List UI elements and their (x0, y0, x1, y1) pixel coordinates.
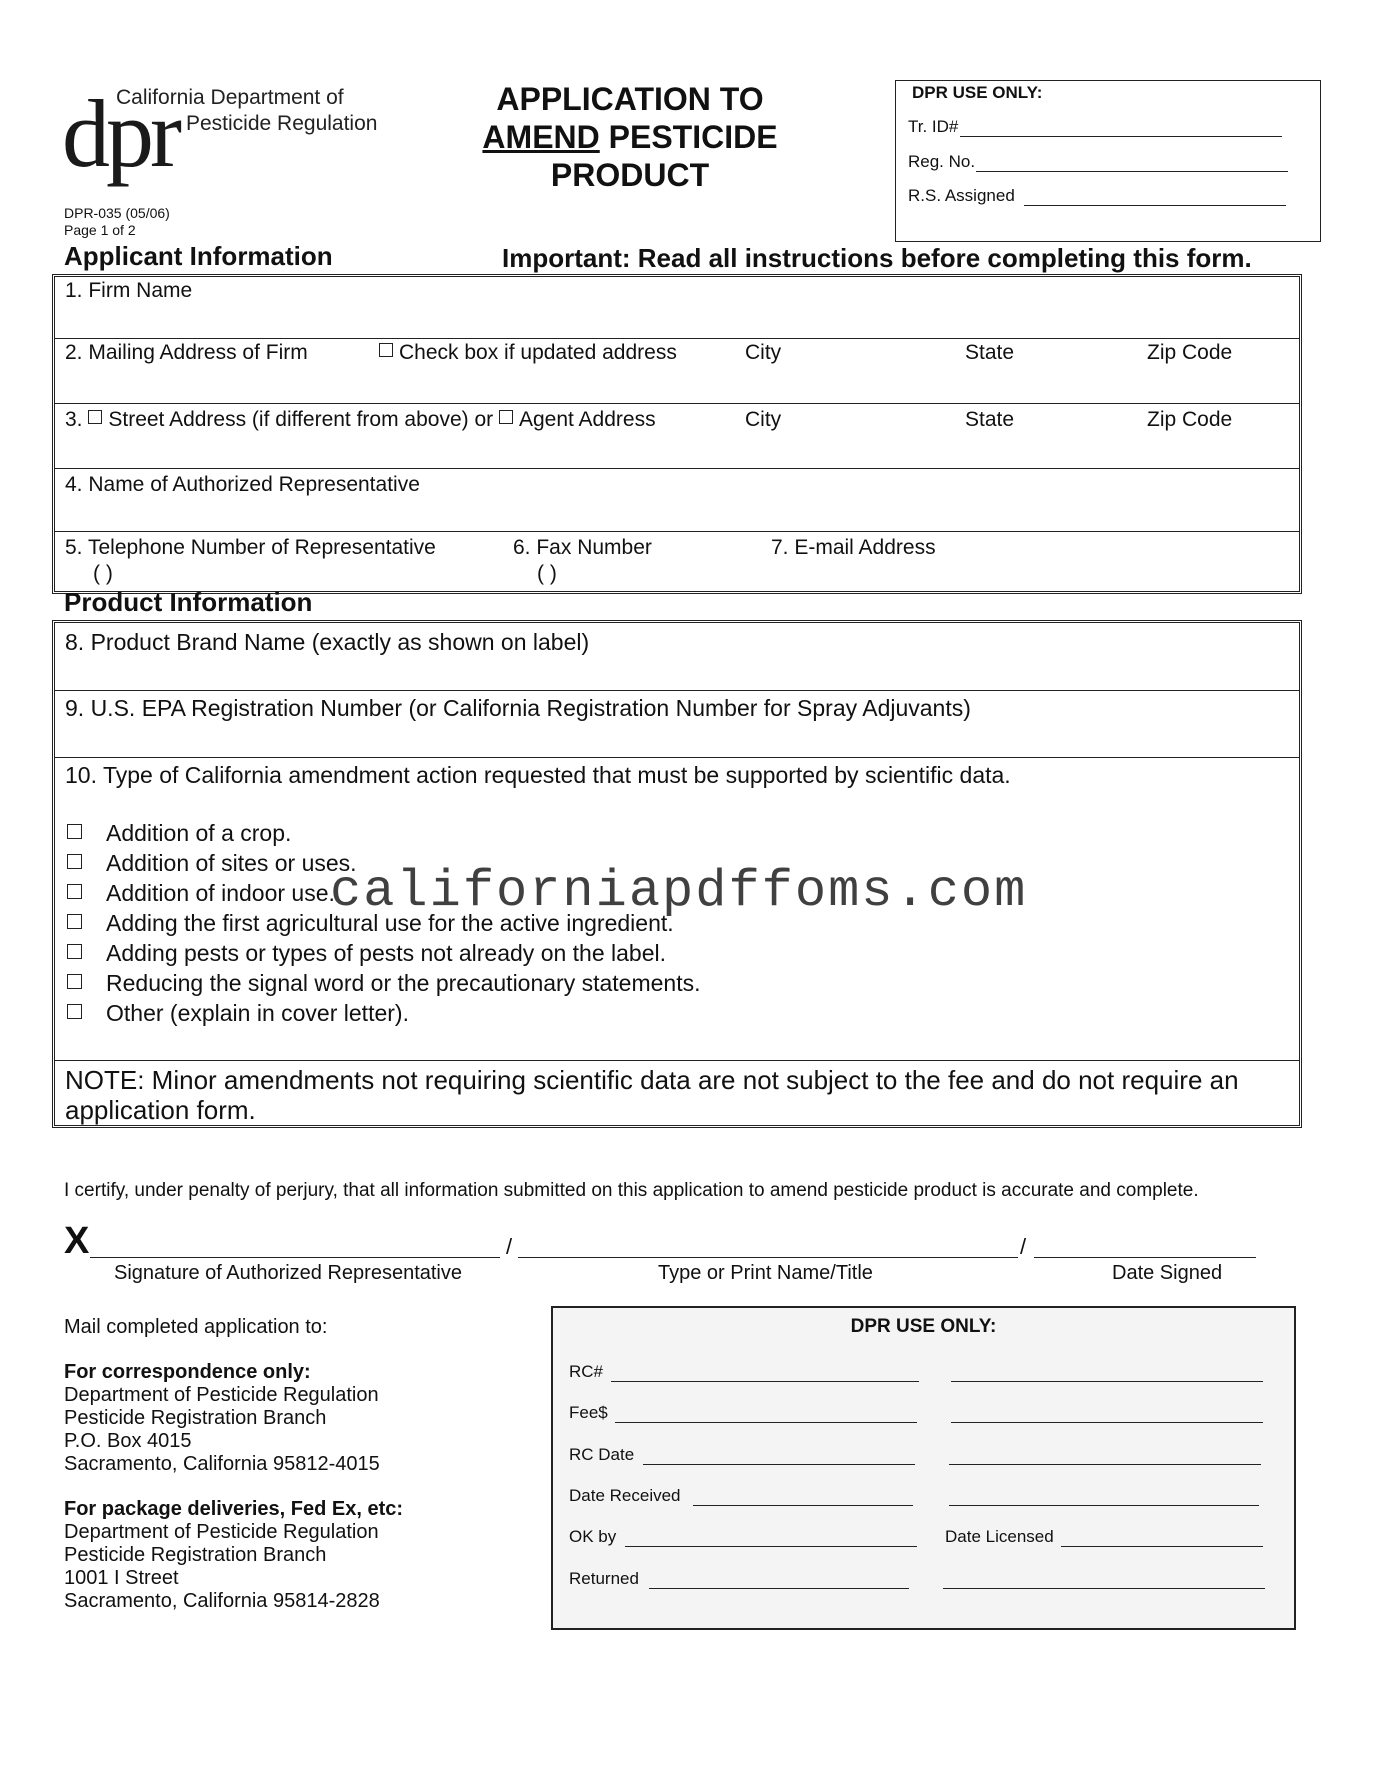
dpr-use-only-top (895, 80, 1321, 242)
note-line-2: application form. (65, 1095, 256, 1125)
contact-row[interactable] (55, 531, 1299, 594)
date-received-line[interactable] (693, 1505, 913, 1506)
mailing-row[interactable] (55, 338, 1299, 403)
rc-date-line[interactable] (643, 1464, 915, 1465)
page-number: Page 1 of 2 (64, 222, 136, 238)
mailing-instructions (64, 1316, 403, 1613)
dpr-use-only-bottom (551, 1306, 1296, 1630)
date-received-line-2[interactable] (949, 1505, 1259, 1506)
pkg-line: Department of Pesticide Regulation (64, 1521, 379, 1543)
option-agricultural-checkbox[interactable] (67, 914, 82, 929)
rc-number-line[interactable] (611, 1381, 919, 1382)
tr-id-line[interactable] (960, 136, 1282, 137)
date-signed-line[interactable] (1034, 1257, 1256, 1258)
mailing-label: 2. Mailing Address of Firm (65, 341, 308, 364)
ok-by-label: OK by (569, 1527, 617, 1546)
email-label: 7. E-mail Address (771, 536, 936, 559)
form-title (400, 80, 860, 194)
returned-line-2[interactable] (943, 1588, 1265, 1589)
dpr-use-bottom-heading: DPR USE ONLY: (850, 1316, 997, 1337)
name-title-line[interactable] (518, 1257, 1018, 1258)
rc-date-line-2[interactable] (949, 1464, 1261, 1465)
option-signal-word[interactable] (67, 970, 701, 997)
option-pests-label: Adding pests or types of pests not already on the label. (106, 940, 667, 966)
applicant-heading: Applicant Information (64, 241, 333, 271)
updated-address-checkbox-wrap (379, 341, 677, 365)
reg-no-label: Reg. No. (908, 152, 976, 171)
pkg-line: 1001 I Street (64, 1567, 179, 1589)
brand-label: 8. Product Brand Name (exactly as shown on label) (65, 629, 590, 655)
tr-id-label: Tr. ID# (908, 117, 959, 136)
option-sites-label: Addition of sites or uses. (106, 850, 357, 876)
title-rest: PESTICIDE PRODUCT (550, 119, 778, 193)
logo-line-2: Pesticide Regulation (186, 112, 378, 135)
agent-address-checkbox[interactable] (499, 410, 513, 424)
date-received-label: Date Received (569, 1486, 681, 1505)
pkg-line: Pesticide Registration Branch (64, 1544, 327, 1566)
name-title-label: Type or Print Name/Title (658, 1262, 873, 1284)
phone-area-code: ( ) (93, 562, 113, 585)
product-heading: Product Information (64, 587, 313, 617)
title-amend: AMEND (482, 119, 600, 155)
corr-line: Sacramento, California 95812-4015 (64, 1453, 380, 1475)
corr-line: Department of Pesticide Regulation (64, 1384, 379, 1406)
correspondence-heading: For correspondence only: (64, 1361, 311, 1383)
note-row (55, 1060, 1299, 1127)
rep-name-label: 4. Name of Authorized Representative (65, 473, 420, 496)
option-sites-checkbox[interactable] (67, 854, 82, 869)
option-crop[interactable] (67, 820, 291, 847)
option-indoor-label: Addition of indoor use. (106, 880, 335, 906)
dpr-logo (62, 80, 392, 187)
date-licensed-label: Date Licensed (945, 1527, 1054, 1546)
option-pests[interactable] (67, 940, 666, 967)
rc-number-line-2[interactable] (951, 1381, 1263, 1382)
form-code: DPR-035 (05/06) (64, 205, 170, 221)
street-city-label: City (745, 408, 782, 431)
corr-line: Pesticide Registration Branch (64, 1407, 327, 1429)
title-line-1: APPLICATION TO (496, 81, 764, 117)
rc-number-label: RC# (569, 1362, 604, 1381)
street-prefix: 3. (65, 408, 83, 431)
street-row[interactable] (55, 403, 1299, 468)
fax-area-code: ( ) (537, 562, 557, 585)
amendment-type-label: 10. Type of California amendment action requested that must be supported by scientific data. (65, 762, 1011, 788)
rs-assigned-line[interactable] (1024, 205, 1286, 206)
option-signal-word-checkbox[interactable] (67, 974, 82, 989)
option-agricultural-label: Adding the first agricultural use for the active ingredient. (106, 910, 674, 936)
mailing-state-label: State (965, 341, 1015, 364)
brand-row[interactable] (55, 623, 1299, 689)
agent-label: Agent Address (519, 408, 656, 431)
ok-by-line[interactable] (625, 1546, 917, 1547)
street-label: Street Address (if different from above) or (108, 408, 494, 431)
note-text (65, 1065, 1239, 1125)
updated-address-checkbox[interactable] (379, 343, 393, 357)
corr-line: P.O. Box 4015 (64, 1430, 192, 1452)
epa-row[interactable] (55, 690, 1299, 757)
signature-x-mark: X (64, 1220, 90, 1262)
mail-intro: Mail completed application to: (64, 1316, 328, 1338)
rs-assigned-label: R.S. Assigned (908, 186, 1015, 205)
option-other-checkbox[interactable] (67, 1004, 82, 1019)
fee-line[interactable] (615, 1422, 917, 1423)
fee-label: Fee$ (569, 1403, 608, 1422)
pkg-line: Sacramento, California 95814-2828 (64, 1590, 380, 1612)
street-label-wrap (65, 408, 656, 432)
returned-label: Returned (569, 1569, 639, 1588)
fee-line-2[interactable] (951, 1422, 1263, 1423)
watermark: californiapdffoms.com (330, 862, 1028, 921)
form-code-block (64, 205, 170, 239)
date-licensed-line[interactable] (1061, 1546, 1263, 1547)
important-note: Important: Read all instructions before completing this form. (502, 243, 1252, 273)
option-other[interactable] (67, 1000, 409, 1027)
option-other-label: Other (explain in cover letter). (106, 1000, 409, 1026)
certification-statement: I certify, under penalty of perjury, that all information submitted on this application to amend pesticide product is accurate and complete. (64, 1180, 1199, 1201)
option-indoor[interactable] (67, 880, 335, 907)
logo-mark: dpr (62, 80, 178, 187)
slash-2: / (1020, 1234, 1027, 1259)
returned-line[interactable] (649, 1588, 909, 1589)
signature-label: Signature of Authorized Representative (114, 1262, 462, 1284)
date-signed-label: Date Signed (1112, 1262, 1223, 1284)
street-address-checkbox[interactable] (88, 410, 102, 424)
mailing-zip-label: Zip Code (1147, 341, 1233, 364)
applicant-table (52, 274, 1302, 594)
title-line-2 (400, 118, 860, 194)
slash-1: / (506, 1234, 513, 1259)
firm-name-row[interactable] (55, 277, 1299, 337)
option-pests-checkbox[interactable] (67, 944, 82, 959)
dpr-use-heading: DPR USE ONLY: (912, 83, 1043, 102)
option-sites[interactable] (67, 850, 357, 877)
epa-label: 9. U.S. EPA Registration Number (or California Registration Number for Spray Adjuvants) (65, 695, 971, 721)
mailing-city-label: City (745, 341, 782, 364)
rc-date-label: RC Date (569, 1445, 635, 1464)
fax-label: 6. Fax Number (513, 536, 652, 559)
street-state-label: State (965, 408, 1015, 431)
note-line-1: NOTE: Minor amendments not requiring scientific data are not subject to the fee and do not require an (65, 1065, 1239, 1095)
option-crop-label: Addition of a crop. (106, 820, 292, 846)
option-crop-checkbox[interactable] (67, 824, 82, 839)
phone-label: 5. Telephone Number of Representative (65, 536, 436, 559)
logo-line-1: California Department of (116, 86, 344, 109)
firm-name-label: 1. Firm Name (65, 279, 193, 302)
option-signal-word-label: Reducing the signal word or the precautionary statements. (106, 970, 701, 996)
signature-line[interactable] (90, 1257, 500, 1258)
street-zip-label: Zip Code (1147, 408, 1233, 431)
rep-name-row[interactable] (55, 468, 1299, 531)
package-heading: For package deliveries, Fed Ex, etc: (64, 1498, 404, 1520)
updated-address-label: Check box if updated address (399, 341, 677, 364)
reg-no-line[interactable] (976, 171, 1288, 172)
option-indoor-checkbox[interactable] (67, 884, 82, 899)
